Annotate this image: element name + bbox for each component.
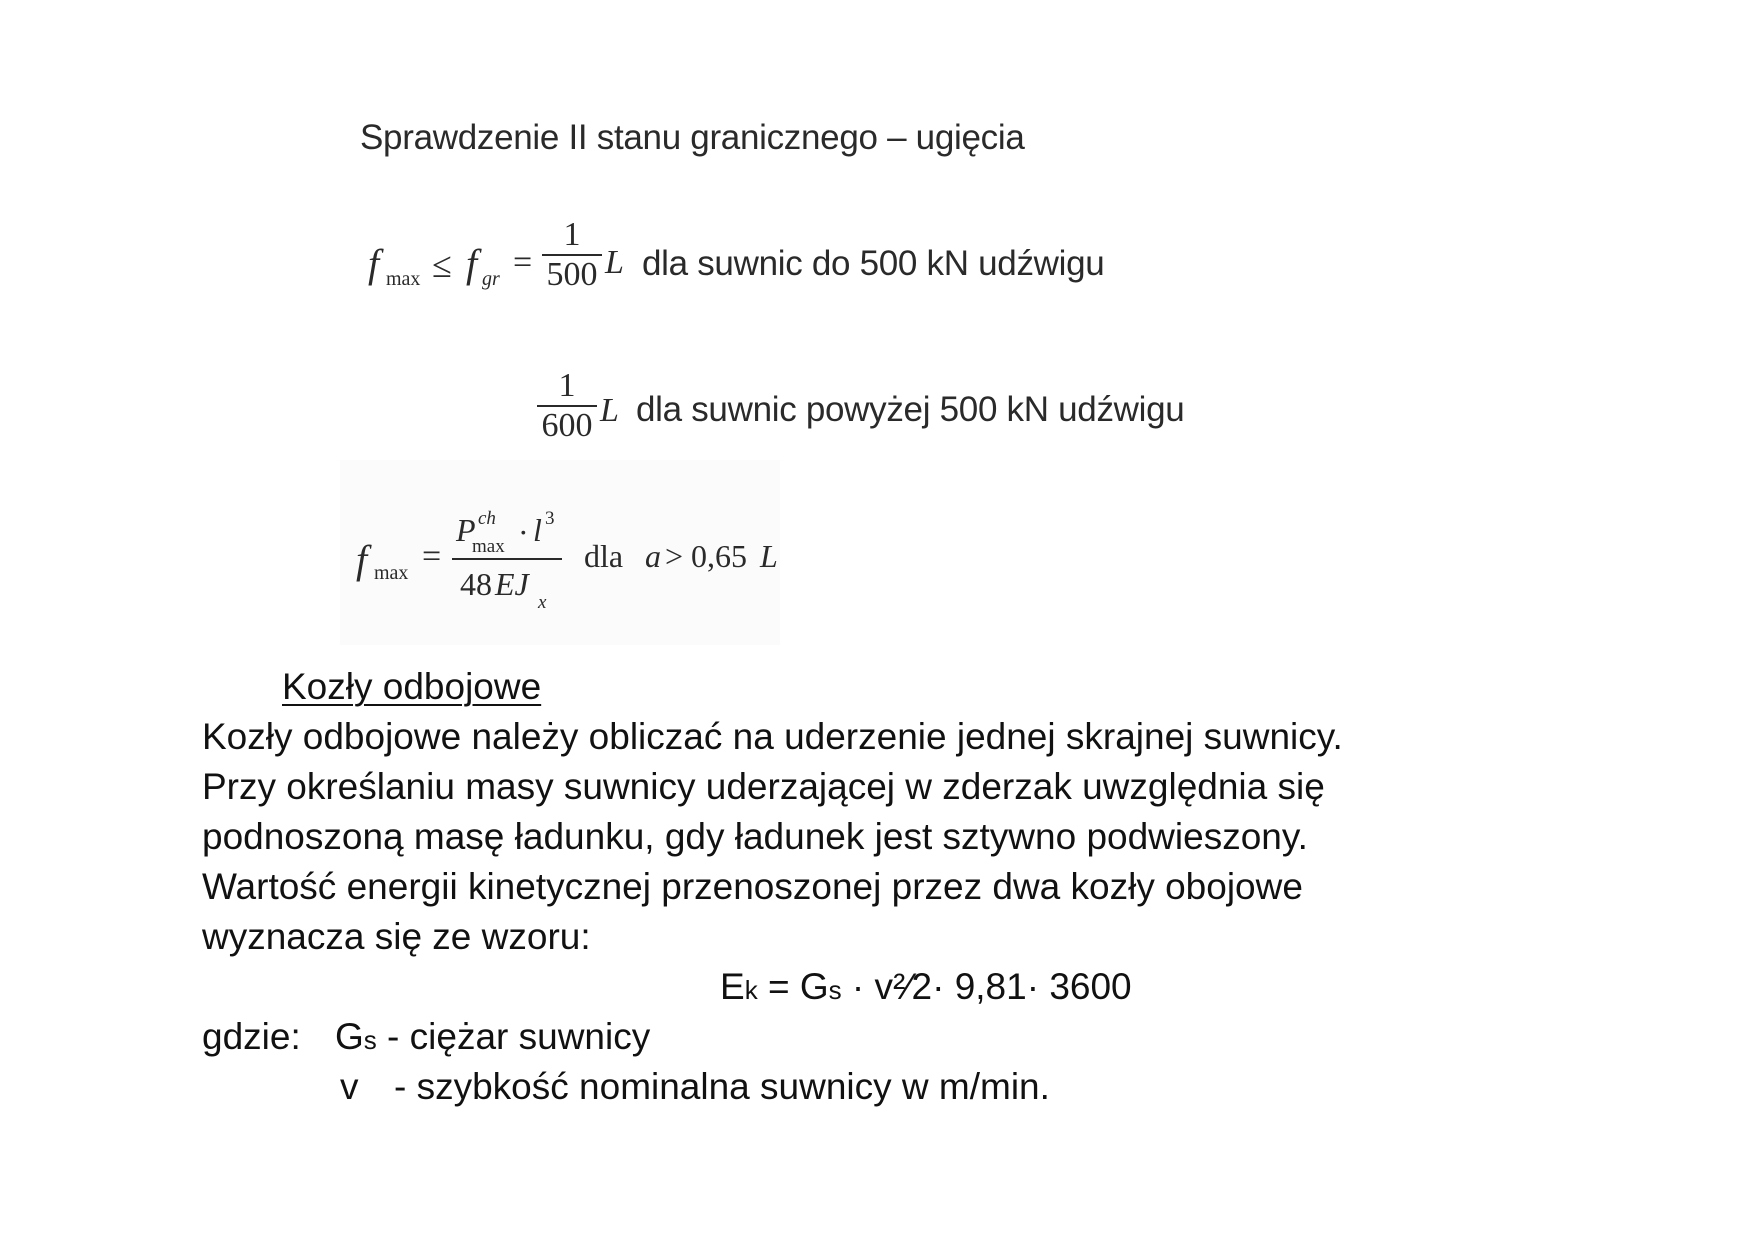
- max-subscript: max: [386, 268, 421, 290]
- denominator: 500: [546, 256, 598, 293]
- g-subscript: s: [363, 1025, 377, 1055]
- paragraph-line: Kozły odbojowe należy obliczać na uderzenie jednej skrajnej suwnicy.: [202, 716, 1343, 757]
- v-symbol: v: [340, 1066, 359, 1107]
- v-description: - szybkość nominalna suwnicy w m/min.: [394, 1066, 1050, 1107]
- gr-subscript: gr: [482, 268, 500, 290]
- energy-subscript: k: [744, 975, 758, 1005]
- f-symbol: f: [368, 241, 380, 286]
- section-title: Kozły odbojowe: [282, 666, 542, 707]
- section-heading: Sprawdzenie II stanu granicznego – ugięcia: [360, 118, 1025, 157]
- length-L: L: [760, 538, 778, 574]
- a-symbol: a: [645, 538, 661, 574]
- paragraph-line: Przy określaniu masy suwnicy uderzającej w zderzak uwzględnia się: [202, 766, 1325, 807]
- equals-G: = G: [757, 966, 829, 1007]
- dla-word: dla: [584, 538, 624, 574]
- g-symbol: G: [335, 1016, 364, 1057]
- paragraph-line: Wartość energii kinetycznej przenoszonej przez dwa kozły obojowe: [202, 866, 1303, 907]
- paragraph-line: podnoszoną masę ładunku, gdy ładunek jest sztywno podwieszony.: [202, 816, 1308, 857]
- max-subscript: max: [374, 562, 409, 584]
- denominator: 600: [541, 407, 593, 444]
- g-description: - ciężar suwnicy: [376, 1016, 651, 1057]
- numerator: 1: [563, 216, 581, 253]
- length-L: L: [605, 244, 624, 281]
- weight-subscript: s: [828, 975, 842, 1005]
- cube-exponent: 3: [545, 508, 555, 529]
- energy-formula: [720, 966, 1132, 1008]
- max-subscript: max: [472, 536, 505, 557]
- den-EJ: EJ: [495, 566, 529, 602]
- P-symbol: P: [456, 512, 476, 548]
- den-48: 48: [460, 566, 492, 602]
- where-g-line: [335, 1016, 650, 1058]
- condition-value: > 0,65: [665, 538, 748, 574]
- where-label: gdzie:: [202, 1016, 301, 1057]
- fgr-symbol: f: [466, 241, 478, 286]
- equals-sign: =: [513, 244, 533, 281]
- fraction-bar: [452, 558, 562, 560]
- length-L: L: [600, 392, 619, 429]
- l-symbol: l: [533, 512, 542, 548]
- formula1-text: dla suwnic do 500 kN udźwigu: [642, 244, 1105, 283]
- f-symbol: f: [356, 537, 368, 582]
- ch-superscript: ch: [478, 508, 496, 529]
- paragraph-line: wyznacza się ze wzoru:: [202, 916, 591, 957]
- energy-formula-rest: · v²⁄2· 9,81· 3600: [841, 966, 1132, 1007]
- x-subscript: x: [538, 592, 547, 613]
- dot-operator: ·: [518, 514, 529, 550]
- fraction-1-600: [537, 367, 597, 445]
- formula2-text: dla suwnic powyżej 500 kN udźwigu: [636, 390, 1185, 429]
- leq-sign: ≤: [432, 245, 452, 285]
- equals-sign: =: [422, 538, 442, 575]
- numerator: 1: [558, 367, 576, 404]
- fraction-1-500: [542, 216, 602, 294]
- energy-symbol: E: [720, 966, 745, 1007]
